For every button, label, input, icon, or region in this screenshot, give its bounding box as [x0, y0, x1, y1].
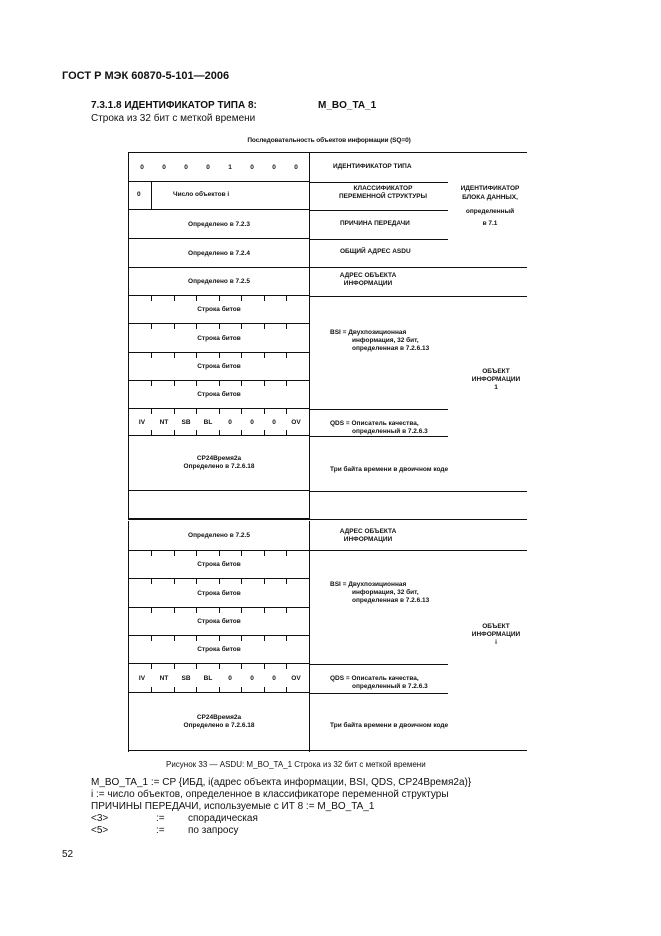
cause-code: <5> [91, 825, 109, 836]
bitstring-row: Строка битов [129, 353, 309, 381]
qds-label: QDS = Описатель качества, определенный в 7.2.6.3 [330, 675, 428, 690]
page-number: 52 [62, 849, 74, 860]
object-address-label: АДРЕС ОБЪЕКТА ИНФОРМАЦИИ [339, 272, 397, 287]
qds-bit: 0 [250, 418, 254, 426]
type-bit: 0 [184, 163, 188, 171]
qds-bit: OV [291, 418, 301, 426]
bitstring-row: Строка битов [129, 579, 309, 608]
information-object-i-label: ОБЪЕКТ ИНФОРМАЦИИ i [471, 623, 521, 646]
type-bit: 1 [228, 163, 232, 171]
information-object-1-label: ОБЪЕКТ ИНФОРМАЦИИ 1 [471, 368, 521, 391]
time-tag-row: CP24Время2а Определено в 7.2.6.18 [129, 693, 309, 751]
var-struct-label: КЛАССИФИКАТОР ПЕРЕМЕННОЙ СТРУКТУРЫ [339, 185, 427, 200]
qds-bit: SB [181, 674, 191, 682]
bitstring-row: Строка битов [129, 324, 309, 353]
type-id-row [129, 152, 309, 182]
definition-line: ПРИЧИНЫ ПЕРЕДАЧИ, используемые с ИТ 8 := M_BO_TA_1 [91, 801, 375, 812]
cause-row: Определено в 7.2.3 [129, 210, 309, 239]
qds-row [129, 664, 309, 693]
separator-row [129, 491, 309, 520]
qds-bit: 0 [272, 674, 276, 682]
type-id-label: ИДЕНТИФИКАТОР ТИПА [333, 163, 412, 170]
cause-op: := [156, 825, 165, 836]
cause-op: := [156, 813, 165, 824]
bitstring-row: Строка битов [129, 381, 309, 409]
cause-label: ПРИЧИНА ПЕРЕДАЧИ [340, 220, 410, 227]
type-bit: 0 [294, 163, 298, 171]
information-object-i-frame [128, 521, 310, 752]
data-unit-id-label: ИДЕНТИФИКАТОР БЛОКА ДАННЫХ, определенный в 7.1 [460, 185, 520, 227]
asdu-address-row: Определено в 7.2.4 [129, 239, 309, 268]
time-tag-row: CP24Время2а Определено в 7.2.6.18 [129, 436, 309, 491]
sequence-label: Последовательность объектов информации (SQ=0) [247, 137, 411, 144]
object-count: Число объектов i [173, 191, 230, 198]
definition-line: i := число объектов, определенное в классификаторе переменной структуры [91, 789, 449, 800]
qds-bit: 0 [272, 418, 276, 426]
asdu-header-frame [128, 152, 310, 296]
cause-text: спорадическая [188, 813, 258, 824]
qds-bit: SB [181, 418, 191, 426]
information-object-1-frame [128, 296, 310, 520]
bitstring-row: Строка битов [129, 608, 309, 636]
cause-code: <3> [91, 813, 109, 824]
var-struct-row [129, 182, 309, 210]
time-tag-label: Три байта времени в двоичном коде [330, 466, 449, 473]
type-bit: 0 [162, 163, 166, 171]
qds-bit: 0 [228, 674, 232, 682]
bsi-label: BSI = Двухпозиционная информация, 32 бит, определенная в 7.2.6.13 [330, 581, 430, 604]
asdu-address-label: ОБЩИЙ АДРЕС ASDU [340, 248, 411, 255]
bitstring-row: Строка битов [129, 296, 309, 324]
qds-bit: IV [138, 674, 146, 682]
section-type-code: M_BO_TA_1 [318, 100, 377, 111]
type-bit: 0 [272, 163, 276, 171]
qds-bit: BL [203, 674, 213, 682]
definition-line: M_BO_TA_1 := CP {ИБД, i(адрес объекта информации, BSI, QDS, CP24Время2а)} [91, 777, 472, 788]
section-subtitle: Строка из 32 бит с меткой времени [91, 113, 256, 124]
section-title: 7.3.1.8 ИДЕНТИФИКАТОР ТИПА 8: [91, 100, 257, 111]
qds-label: QDS = Описатель качества, определенный в 7.2.6.3 [330, 420, 428, 435]
figure-caption: Рисунок 33 — ASDU: M_BO_TA_1 Строка из 32 бит с меткой времени [166, 760, 426, 769]
qds-bit: 0 [228, 418, 232, 426]
qds-bit: NT [159, 674, 169, 682]
document-header: ГОСТ Р МЭК 60870-5-101—2006 [62, 70, 230, 82]
object-address-row: Определено в 7.2.5 [129, 268, 309, 296]
type-bit: 0 [140, 163, 144, 171]
qds-bit: NT [159, 418, 169, 426]
cause-text: по запросу [188, 825, 239, 836]
type-bit: 0 [250, 163, 254, 171]
bitstring-row: Строка битов [129, 636, 309, 664]
bsi-label: BSI = Двухпозиционная информация, 32 бит, определенная в 7.2.6.13 [330, 329, 430, 352]
qds-bit: 0 [250, 674, 254, 682]
bitstring-row: Строка битов [129, 551, 309, 579]
qds-bit: BL [203, 418, 213, 426]
qds-bit: IV [138, 418, 146, 426]
sq-bit: 0 [137, 191, 141, 198]
qds-row [129, 409, 309, 436]
qds-bit: OV [291, 674, 301, 682]
time-tag-label: Три байта времени в двоичном коде [330, 722, 449, 729]
object-address-row: Определено в 7.2.5 [129, 521, 309, 551]
type-bit: 0 [206, 163, 210, 171]
object-address-label: АДРЕС ОБЪЕКТА ИНФОРМАЦИИ [339, 528, 397, 543]
